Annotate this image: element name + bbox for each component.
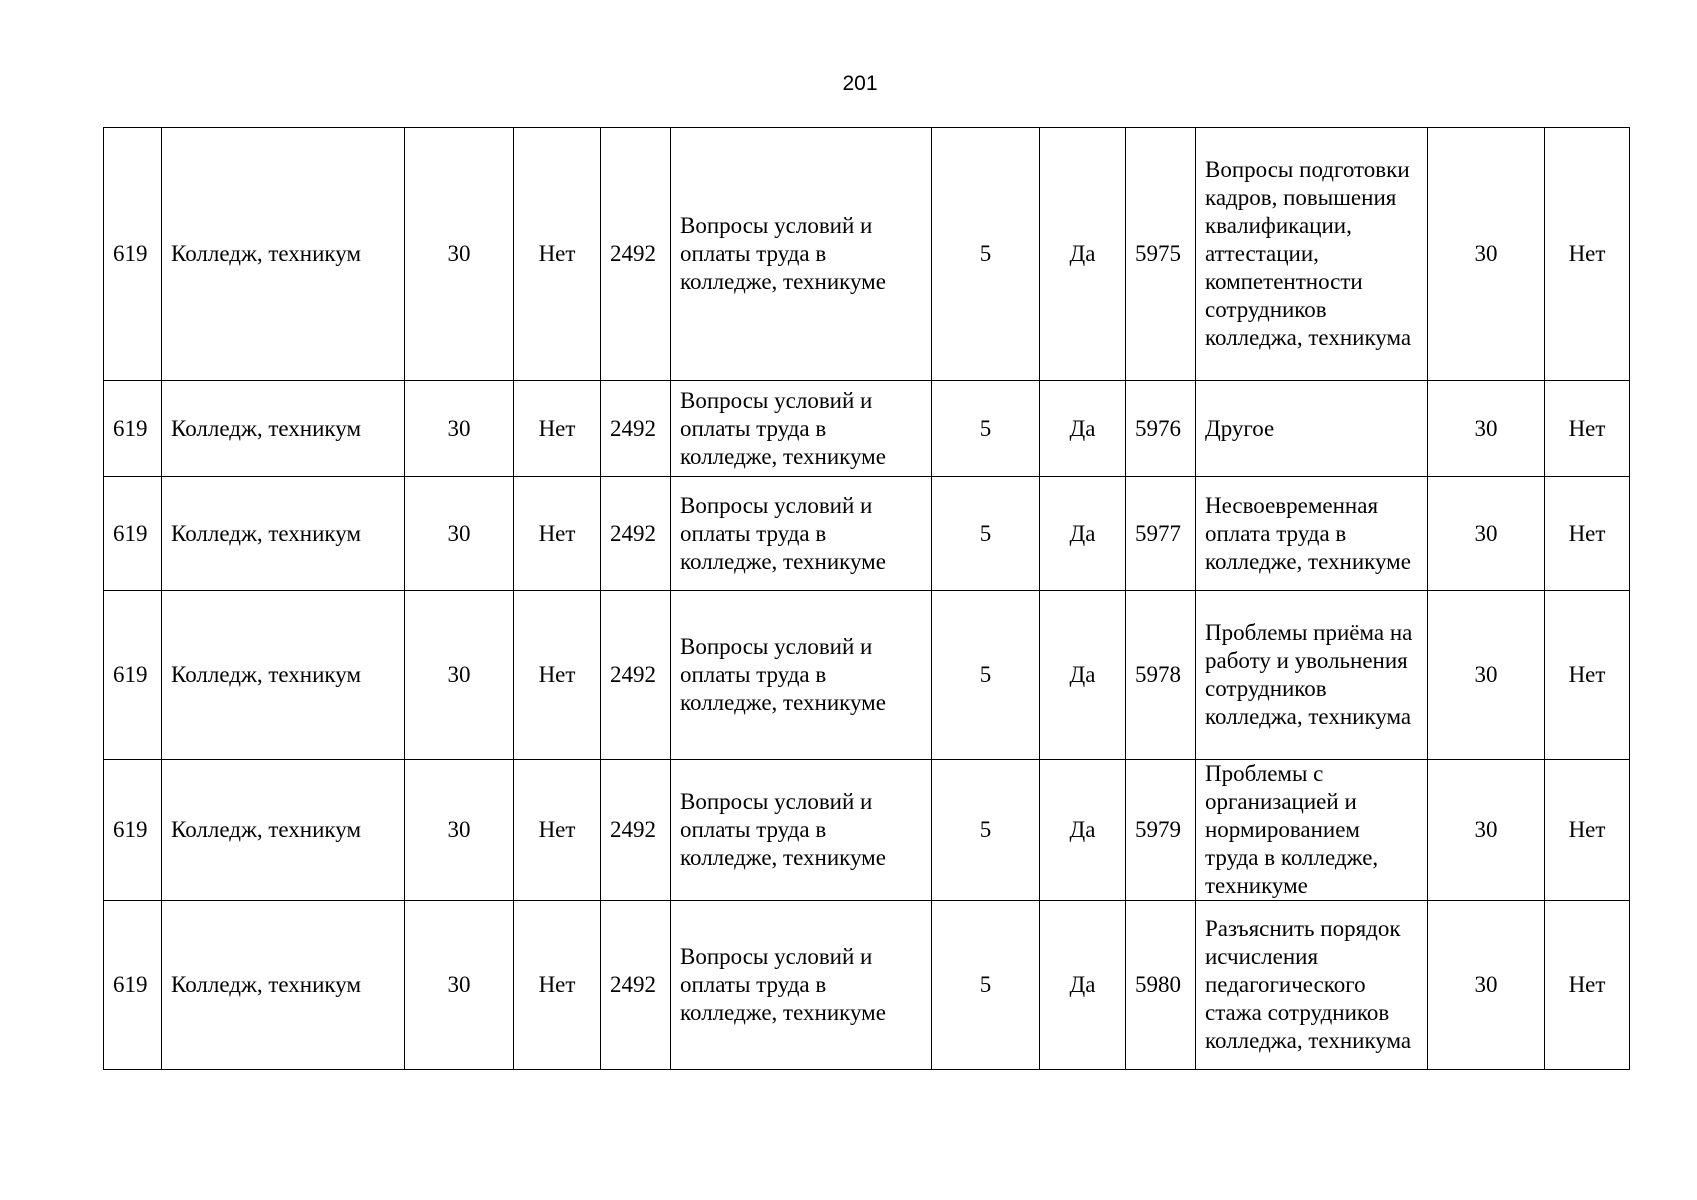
cell-subtopic: Проблемы с организацией и нормированием труда в колледже, техникуме: [1196, 760, 1428, 901]
cell-days3: 30: [1428, 760, 1545, 901]
cell-days2: 5: [932, 591, 1040, 760]
cell-flag2: Да: [1040, 477, 1126, 591]
cell-flag2: Да: [1040, 760, 1126, 901]
cell-subcode: 5979: [1126, 760, 1196, 901]
cell-org: Колледж, техникум: [162, 128, 405, 381]
cell-id: 619: [104, 477, 162, 591]
cell-subcode: 5977: [1126, 477, 1196, 591]
cell-subcode: 5975: [1126, 128, 1196, 381]
cell-days2: 5: [932, 901, 1040, 1070]
cell-code: 2492: [601, 591, 671, 760]
cell-subtopic: Другое: [1196, 381, 1428, 477]
cell-subtopic: Вопросы подготовки кадров, повышения квалификации, аттестации, компетентности сотрудников колледжа, техникума: [1196, 128, 1428, 381]
cell-id: 619: [104, 128, 162, 381]
cell-days1: 30: [405, 477, 514, 591]
cell-flag1: Нет: [514, 760, 601, 901]
cell-days1: 30: [405, 591, 514, 760]
cell-flag1: Нет: [514, 591, 601, 760]
cell-flag1: Нет: [514, 381, 601, 477]
cell-topic: Вопросы условий и оплаты труда в колледже, техникуме: [671, 381, 932, 477]
cell-topic: Вопросы условий и оплаты труда в колледже, техникуме: [671, 591, 932, 760]
cell-days1: 30: [405, 381, 514, 477]
cell-org: Колледж, техникум: [162, 760, 405, 901]
cell-id: 619: [104, 901, 162, 1070]
cell-flag3: Нет: [1545, 477, 1630, 591]
cell-subtopic: Проблемы приёма на работу и увольнения сотрудников колледжа, техникума: [1196, 591, 1428, 760]
cell-id: 619: [104, 591, 162, 760]
cell-days3: 30: [1428, 128, 1545, 381]
cell-flag1: Нет: [514, 477, 601, 591]
cell-subcode: 5980: [1126, 901, 1196, 1070]
cell-id: 619: [104, 760, 162, 901]
cell-days2: 5: [932, 760, 1040, 901]
cell-topic: Вопросы условий и оплаты труда в колледже, техникуме: [671, 477, 932, 591]
cell-flag2: Да: [1040, 901, 1126, 1070]
cell-days1: 30: [405, 901, 514, 1070]
table-row: [104, 381, 1630, 477]
cell-subcode: 5976: [1126, 381, 1196, 477]
cell-code: 2492: [601, 128, 671, 381]
cell-flag1: Нет: [514, 901, 601, 1070]
cell-id: 619: [104, 381, 162, 477]
cell-topic: Вопросы условий и оплаты труда в колледже, техникуме: [671, 128, 932, 381]
cell-code: 2492: [601, 901, 671, 1070]
cell-code: 2492: [601, 760, 671, 901]
cell-days2: 5: [932, 477, 1040, 591]
cell-flag3: Нет: [1545, 760, 1630, 901]
cell-flag2: Да: [1040, 591, 1126, 760]
table-row: [104, 591, 1630, 760]
data-table: [103, 127, 1630, 1070]
page-number: 201: [842, 72, 878, 95]
cell-topic: Вопросы условий и оплаты труда в колледже, техникуме: [671, 760, 932, 901]
table-row: [104, 128, 1630, 381]
cell-flag1: Нет: [514, 128, 601, 381]
cell-days1: 30: [405, 128, 514, 381]
cell-flag2: Да: [1040, 128, 1126, 381]
cell-org: Колледж, техникум: [162, 901, 405, 1070]
cell-days2: 5: [932, 381, 1040, 477]
cell-flag3: Нет: [1545, 128, 1630, 381]
cell-subcode: 5978: [1126, 591, 1196, 760]
table-row: [104, 477, 1630, 591]
cell-topic: Вопросы условий и оплаты труда в колледже, техникуме: [671, 901, 932, 1070]
cell-subtopic: Несвоевременная оплата труда в колледже, техникуме: [1196, 477, 1428, 591]
cell-days3: 30: [1428, 591, 1545, 760]
cell-days3: 30: [1428, 381, 1545, 477]
table-row: [104, 901, 1630, 1070]
cell-flag2: Да: [1040, 381, 1126, 477]
cell-flag3: Нет: [1545, 591, 1630, 760]
cell-days3: 30: [1428, 901, 1545, 1070]
table-row: [104, 760, 1630, 901]
cell-days1: 30: [405, 760, 514, 901]
cell-subtopic: Разъяснить порядок исчисления педагогического стажа сотрудников колледжа, техникума: [1196, 901, 1428, 1070]
cell-days2: 5: [932, 128, 1040, 381]
cell-org: Колледж, техникум: [162, 591, 405, 760]
cell-flag3: Нет: [1545, 901, 1630, 1070]
cell-flag3: Нет: [1545, 381, 1630, 477]
cell-org: Колледж, техникум: [162, 381, 405, 477]
cell-org: Колледж, техникум: [162, 477, 405, 591]
cell-code: 2492: [601, 477, 671, 591]
cell-days3: 30: [1428, 477, 1545, 591]
cell-code: 2492: [601, 381, 671, 477]
